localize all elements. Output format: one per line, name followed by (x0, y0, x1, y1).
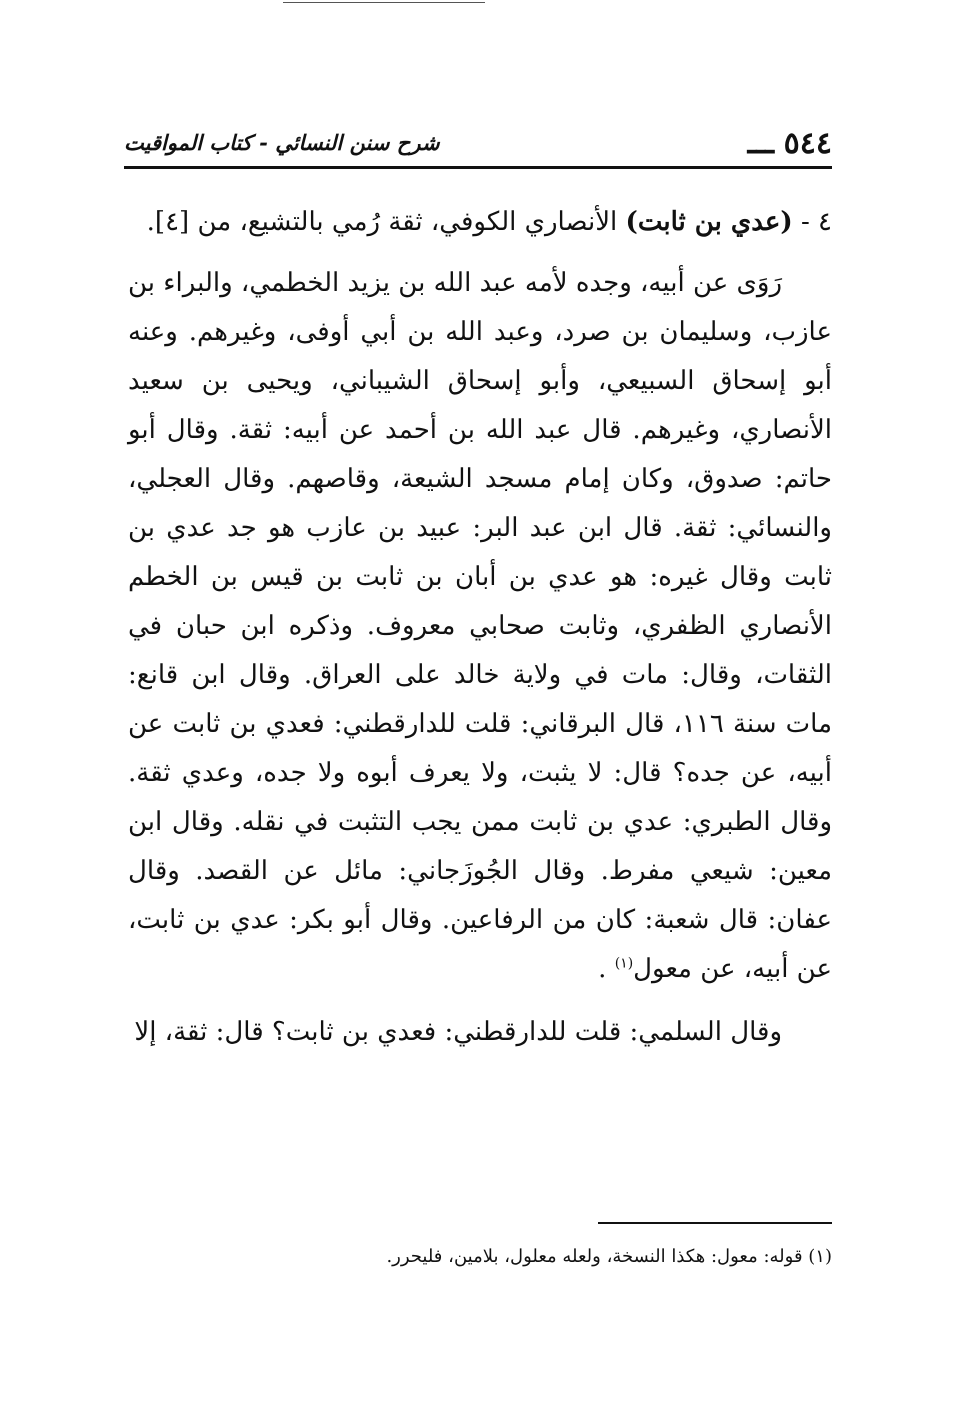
header-rule (124, 166, 832, 169)
page-number-dash: ـــ (747, 126, 774, 161)
page-header (124, 124, 832, 168)
top-rule (283, 2, 485, 3)
running-title: شرح سنن النسائي - كتاب المواقيت (124, 130, 440, 155)
page-number: ٥٤٤ (783, 126, 832, 161)
entry-number: ٤ - (792, 207, 832, 237)
entry-text: الأنصاري الكوفي، ثقة رُمي بالتشيع، من [٤]. (146, 207, 626, 237)
biography-text: رَوَى عن أبيه، وجده لأمه عبد الله بن يزيد الخطمي، والبراء بن عازب، وسليمان بن صرد، وعبد الله بن أبي أوفى، وغيرهم. وعنه أبو إسحاق السبيعي، وأبو إسحاق الشيباني، ويحيى بن سعيد الأنصاري، وغيرهم. قال عبد الله بن أحمد عن أبيه: ثقة. وقال أبو حاتم: صدوق، وكان إمام مسجد الشيعة، وقاصهم. وقال العجلي، والنسائي: ثقة. قال ابن عبد البر: عبيد بن عازب هو جد عدي بن ثابت وقال غيره: هو عدي بن أبان بن ثابت بن قيس بن الخطم الأنصاري الظفري، وثابت صحابي معروف. وذكره ابن حبان في الثقات، وقال: مات في ولاية خالد على العراق. وقال ابن قانع: مات سنة ١١٦، قال البرقاني: قلت للدارقطني: فعدي بن ثابت عن أبيه، عن جده؟ قال: لا يثبت، ولا يعرف أبوه ولا جده، وعدي ثقة. وقال الطبري: عدي بن ثابت ممن يجب التثبت في نقله. وقال ابن معين: شيعي مفرط. وقال الجُوزَجاني: مائل عن القصد. وقال عفان: قال شعبة: كان من الرفاعين. وقال أبو بكر: عدي بن ثابت، عن أبيه، عن معول (128, 268, 832, 984)
continuation-paragraph (128, 1008, 832, 1057)
biography-paragraph (128, 259, 832, 994)
paragraph-end: . (598, 954, 615, 984)
footnote: (١) قوله: معول: هكذا النسخة، ولعله معلول، بلامين، فليحرر. (386, 1246, 832, 1267)
body-text (128, 198, 832, 1071)
footnote-marker: (١) (614, 955, 634, 972)
entry-name: (عدي بن ثابت) (625, 207, 793, 237)
narrator-entry (128, 198, 832, 247)
continuation-text: وقال السلمي: قلت للدارقطني: فعدي بن ثابت؟ قال: ثقة، إلا (134, 1017, 782, 1047)
footnote-rule (598, 1222, 832, 1224)
